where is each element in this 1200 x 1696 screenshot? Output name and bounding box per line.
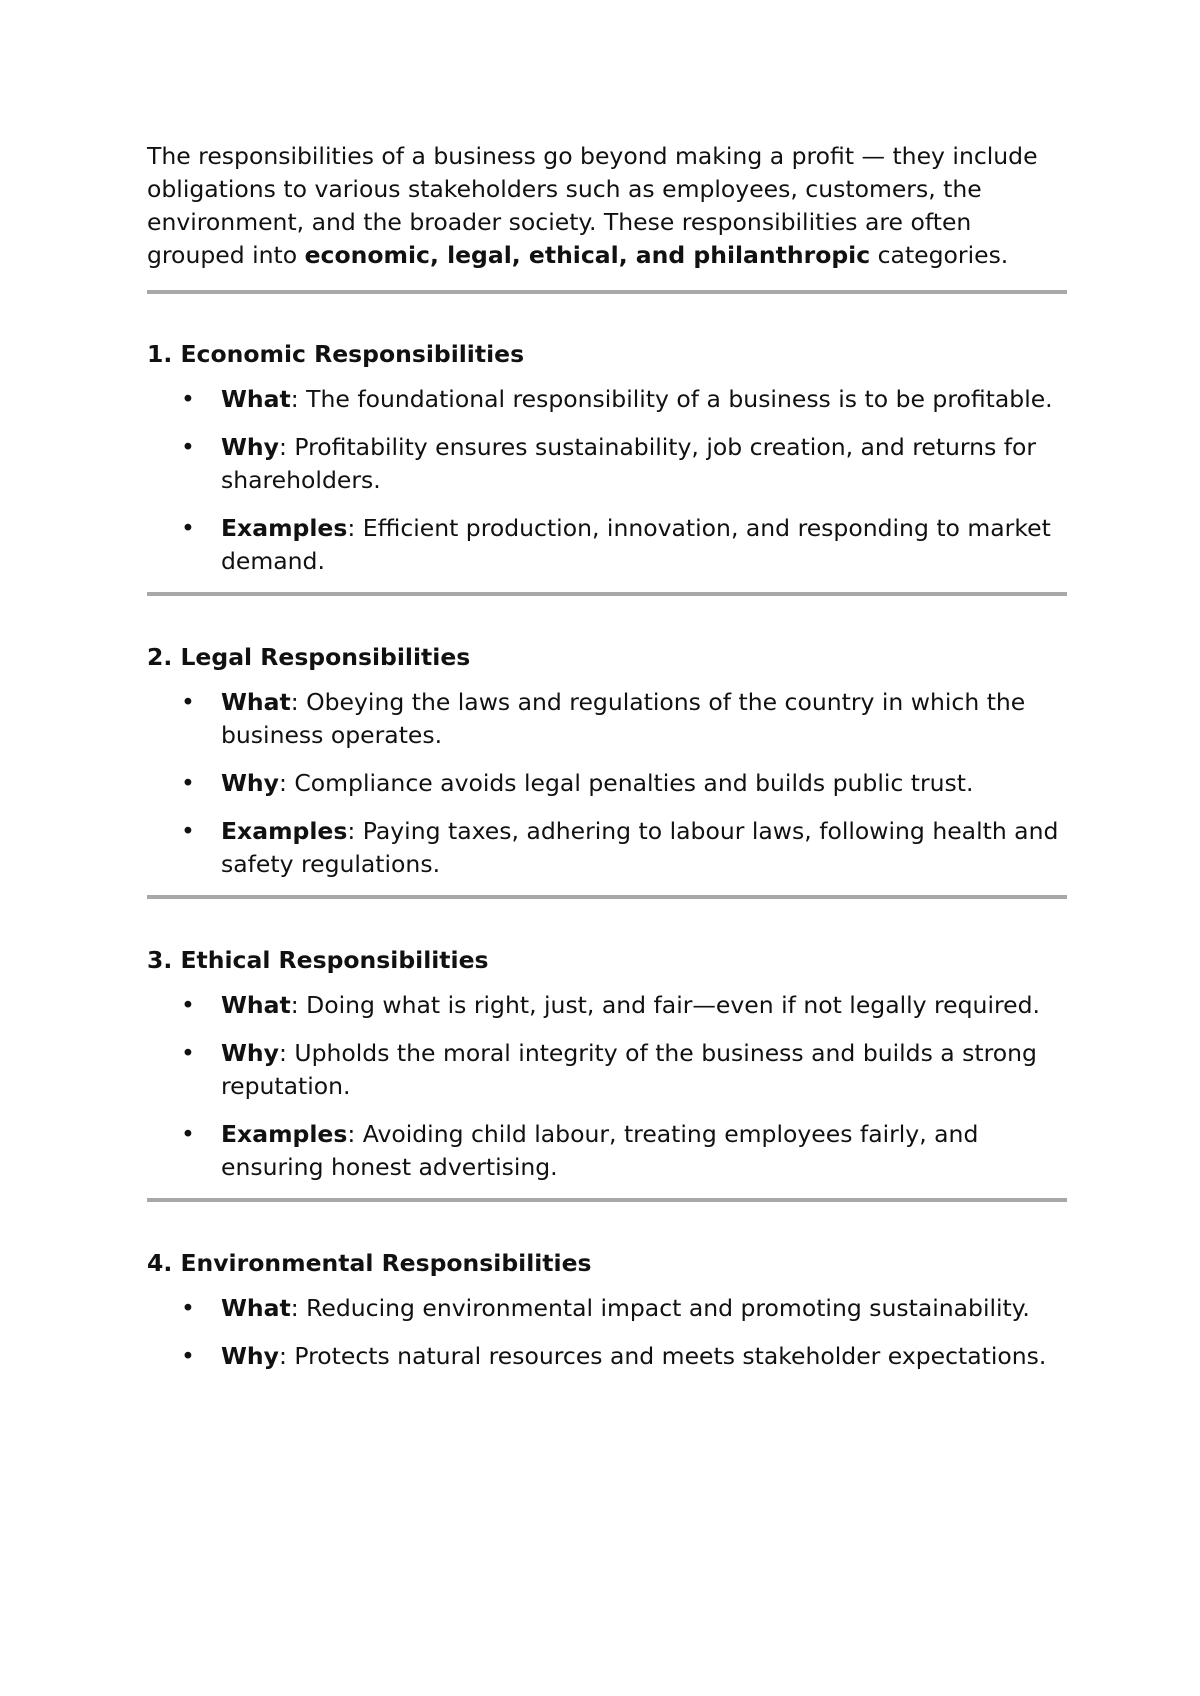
bullet-icon: • [181, 1342, 195, 1370]
item-label: What [221, 1294, 291, 1322]
section-divider [147, 592, 1067, 596]
list-item [147, 431, 1067, 497]
bullet-icon: • [181, 1120, 195, 1148]
intro-text: The responsibilities of a business go beyond making a profit — they include obligations to various stakeholders such as employees, customers, the environment, and the broader society. These responsibilities are often grouped into [147, 142, 1038, 269]
bullet-icon: • [181, 688, 195, 716]
item-label: What [221, 991, 291, 1019]
item-label: What [221, 385, 291, 413]
list-item [147, 989, 1067, 1022]
list-item [147, 1037, 1067, 1103]
item-text: : Paying taxes, adhering to labour laws, following health and safety regulations. [221, 817, 1059, 878]
item-text: : The foundational responsibility of a business is to be profitable. [290, 385, 1053, 413]
item-text: : Compliance avoids legal penalties and builds public trust. [278, 769, 974, 797]
list-item [147, 686, 1067, 752]
section-heading: 4. Environmental Responsibilities [147, 1249, 592, 1277]
item-text: : Reducing environmental impact and promoting sustainability. [290, 1294, 1030, 1322]
bullet-icon: • [181, 1039, 195, 1067]
section-ethical [147, 945, 1067, 1184]
bullet-icon: • [181, 385, 195, 413]
section-economic [147, 339, 1067, 578]
section-divider [147, 290, 1067, 294]
item-label: Examples [221, 514, 348, 542]
item-list [147, 383, 1067, 578]
bullet-icon: • [181, 514, 195, 542]
item-label: Examples [221, 817, 348, 845]
bullet-icon: • [181, 1294, 195, 1322]
section-environmental [147, 1248, 1067, 1373]
item-text: : Upholds the moral integrity of the business and builds a strong reputation. [221, 1039, 1037, 1100]
item-list [147, 989, 1067, 1184]
bullet-icon: • [181, 817, 195, 845]
item-label: Examples [221, 1120, 348, 1148]
section-heading: 2. Legal Responsibilities [147, 643, 471, 671]
item-text: : Doing what is right, just, and fair—even if not legally required. [290, 991, 1040, 1019]
section-divider [147, 1198, 1067, 1202]
intro-paragraph [147, 140, 1067, 272]
list-item [147, 1118, 1067, 1184]
item-label: What [221, 688, 291, 716]
bullet-icon: • [181, 769, 195, 797]
intro-bold-categories: economic, legal, ethical, and philanthropic [304, 241, 871, 269]
item-list [147, 1292, 1067, 1373]
section-legal [147, 642, 1067, 881]
section-heading: 3. Ethical Responsibilities [147, 946, 489, 974]
item-list [147, 686, 1067, 881]
item-label: Why [221, 769, 279, 797]
item-text: : Efficient production, innovation, and responding to market demand. [221, 514, 1051, 575]
item-label: Why [221, 433, 279, 461]
list-item [147, 383, 1067, 416]
document-page [147, 140, 1067, 1373]
list-item [147, 767, 1067, 800]
list-item [147, 512, 1067, 578]
section-divider [147, 895, 1067, 899]
item-text: : Profitability ensures sustainability, job creation, and returns for shareholders. [221, 433, 1037, 494]
bullet-icon: • [181, 991, 195, 1019]
bullet-icon: • [181, 433, 195, 461]
item-label: Why [221, 1039, 279, 1067]
list-item [147, 815, 1067, 881]
list-item [147, 1292, 1067, 1325]
list-item [147, 1340, 1067, 1373]
item-text: : Protects natural resources and meets stakeholder expectations. [278, 1342, 1047, 1370]
item-label: Why [221, 1342, 279, 1370]
item-text: : Avoiding child labour, treating employees fairly, and ensuring honest advertising. [221, 1120, 979, 1181]
intro-text-end: categories. [870, 241, 1009, 269]
item-text: : Obeying the laws and regulations of the country in which the business operates. [221, 688, 1026, 749]
section-heading: 1. Economic Responsibilities [147, 340, 525, 368]
